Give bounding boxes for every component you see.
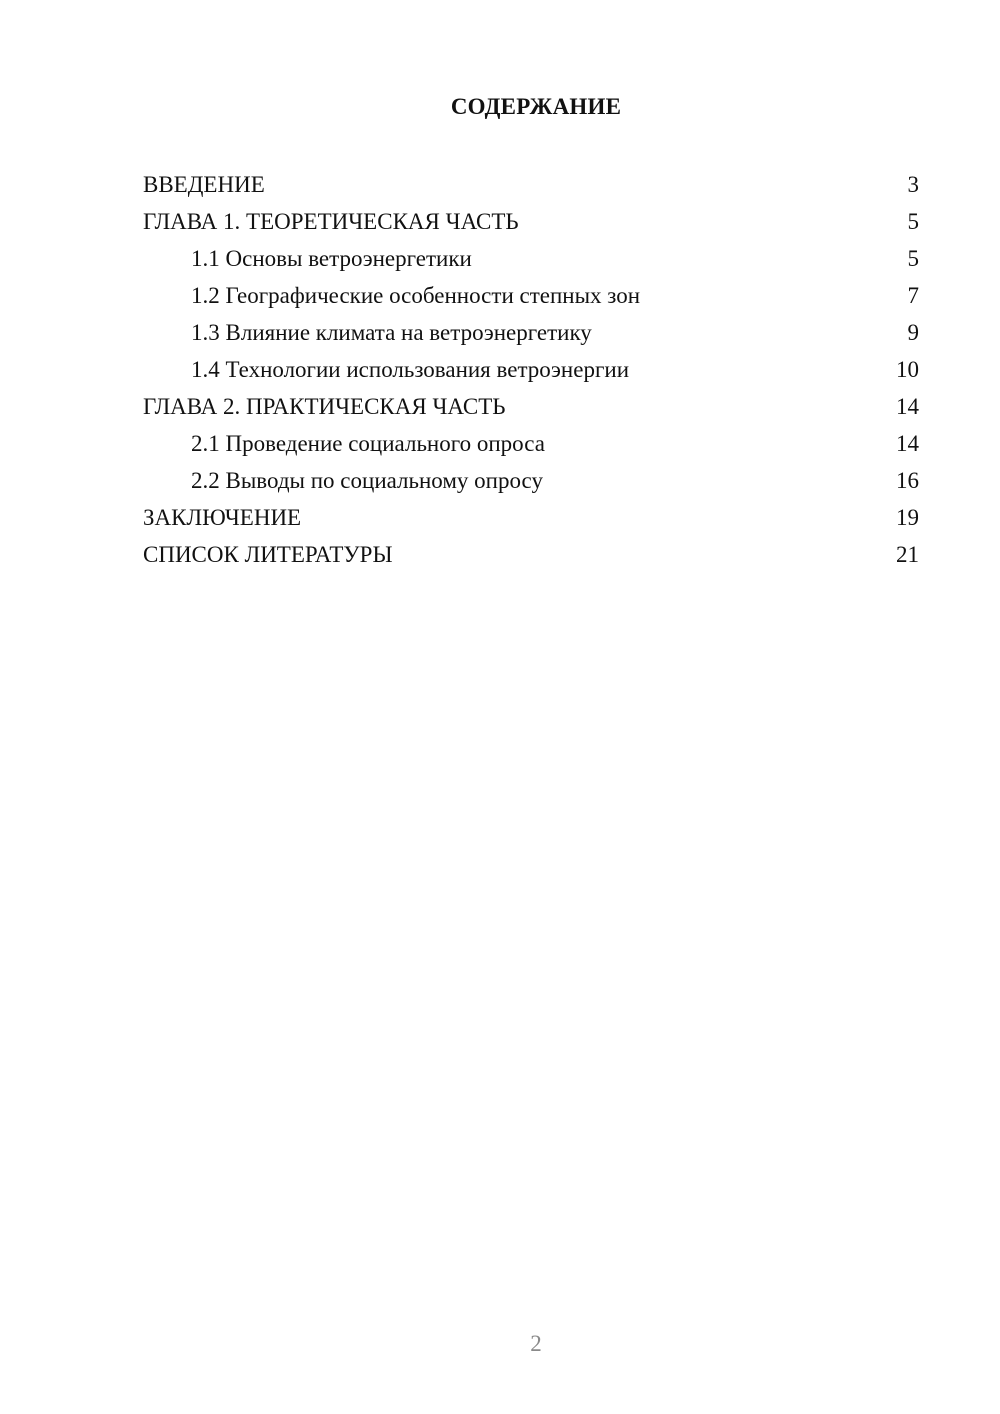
toc-entry-label: 1.1 Основы ветроэнергетики [191,246,472,271]
toc-entry-introduction[interactable] [143,166,919,203]
toc-entry-label: СПИСОК ЛИТЕРАТУРЫ [143,542,393,567]
toc-entry-references[interactable] [143,536,919,573]
table-of-contents [143,166,919,573]
toc-entry-chapter-2[interactable] [143,388,919,425]
toc-entry-page: 5 [907,246,919,271]
toc-entry-page: 14 [896,394,919,419]
page-title: СОДЕРЖАНИЕ [450,94,622,119]
toc-entry-label: ЗАКЛЮЧЕНИЕ [143,505,302,530]
toc-entry-page: 5 [907,209,919,234]
toc-entry-page: 3 [907,172,919,197]
toc-entry-section-2-1[interactable] [143,425,919,462]
toc-entry-page: 14 [896,431,919,456]
toc-entry-section-1-1[interactable] [143,240,919,277]
toc-entry-label: ГЛАВА 2. ПРАКТИЧЕСКАЯ ЧАСТЬ [143,394,506,419]
toc-entry-label: 2.2 Выводы по социальному опросу [191,468,543,493]
toc-entry-label: ВВЕДЕНИЕ [143,172,265,197]
toc-entry-page: 10 [896,357,919,382]
toc-entry-section-2-2[interactable] [143,462,919,499]
toc-entry-label: 1.4 Технологии использования ветроэнергии [191,357,629,382]
toc-entry-page: 21 [896,542,919,567]
toc-entry-section-1-3[interactable] [143,314,919,351]
toc-entry-page: 16 [896,468,919,493]
toc-entry-page: 19 [896,505,919,530]
toc-entry-section-1-2[interactable] [143,277,919,314]
page-number: 2 [530,1331,542,1356]
toc-entry-label: 1.3 Влияние климата на ветроэнергетику [191,320,592,345]
toc-entry-section-1-4[interactable] [143,351,919,388]
toc-entry-conclusion[interactable] [143,499,919,536]
toc-entry-chapter-1[interactable] [143,203,919,240]
toc-entry-page: 7 [907,283,919,308]
toc-entry-label: 1.2 Географические особенности степных зон [191,283,641,308]
toc-entry-page: 9 [907,320,919,345]
toc-entry-label: ГЛАВА 1. ТЕОРЕТИЧЕСКАЯ ЧАСТЬ [143,209,519,234]
toc-entry-label: 2.1 Проведение социального опроса [191,431,545,456]
